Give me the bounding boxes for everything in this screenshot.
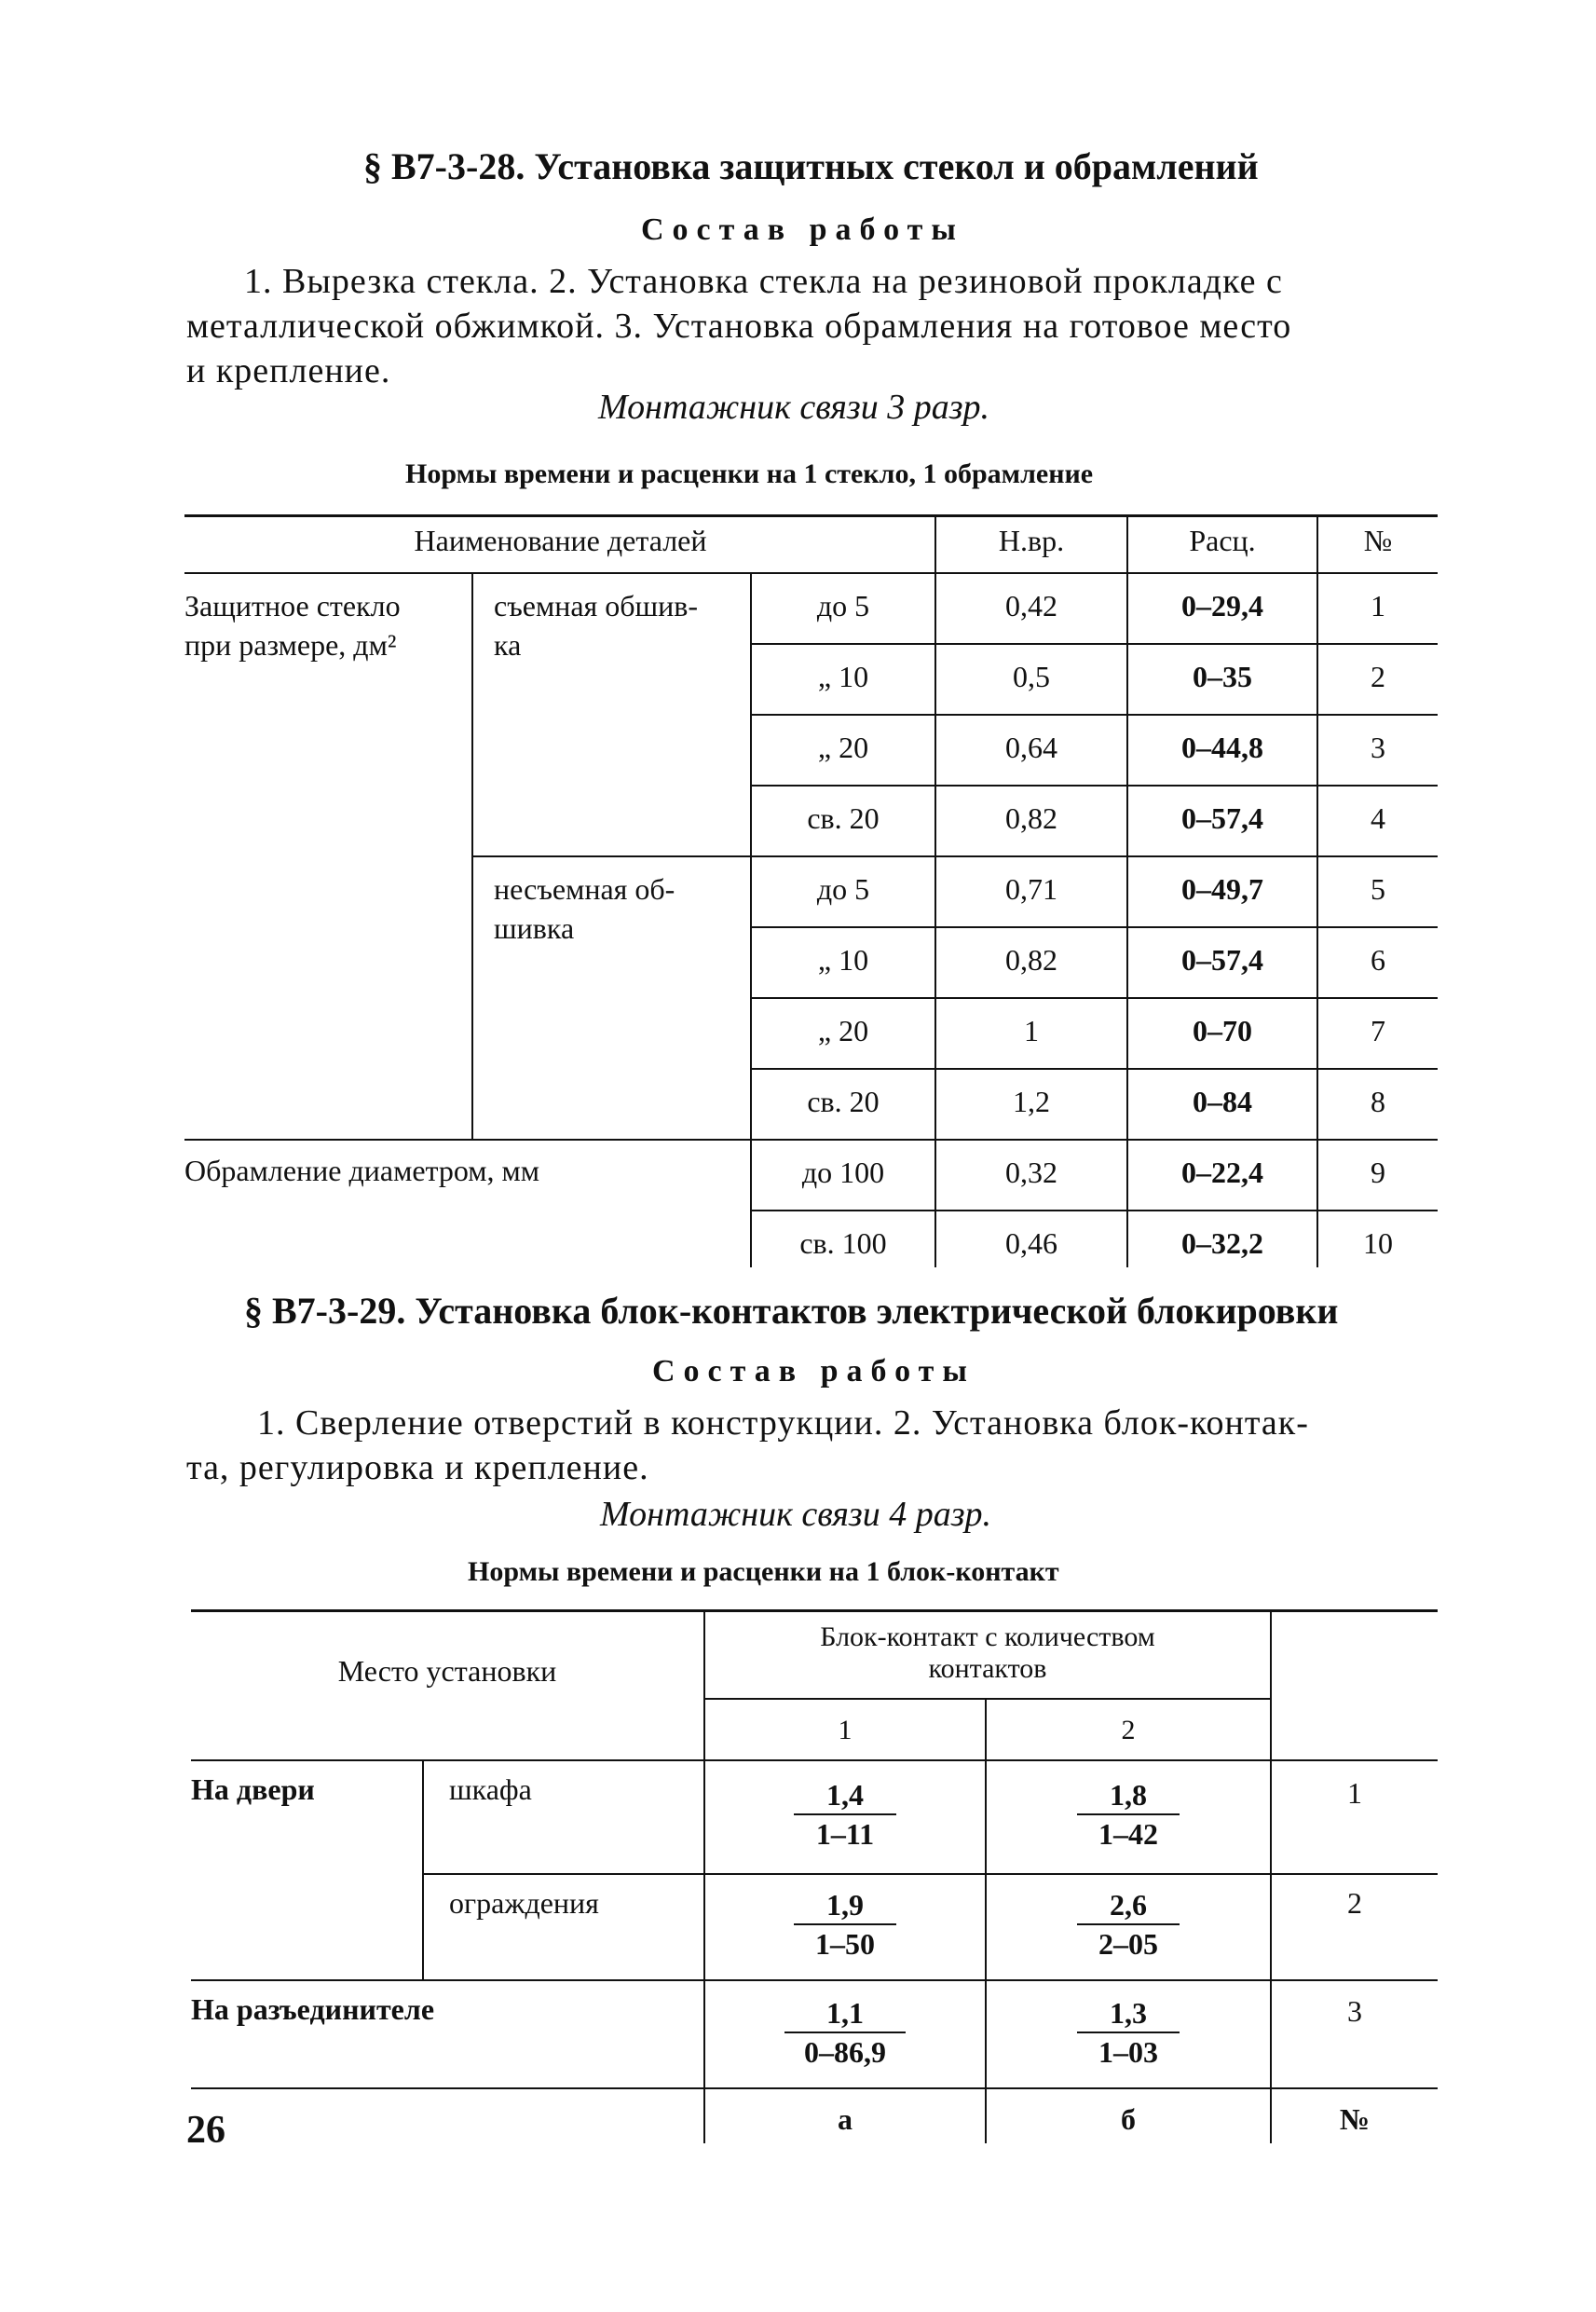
row-size: до 5 <box>816 589 870 622</box>
fraction-bottom: 2–05 <box>1098 1927 1158 1961</box>
section1-text-line3: и крепление. <box>186 351 391 390</box>
fraction-bottom: 1–42 <box>1098 1817 1158 1851</box>
row-rate: 0–57,4 <box>1181 943 1263 977</box>
fraction-bottom: 1–03 <box>1098 2035 1158 2069</box>
row-num: 3 <box>1347 1994 1362 2028</box>
row-num: 2 <box>1347 1886 1362 1920</box>
fraction-cell <box>705 1994 985 2071</box>
section1-text-line1: 1. Вырезка стекла. 2. Установка стекла на резиновой прокладке с <box>244 262 1283 301</box>
footer-col-num: № <box>1339 2102 1371 2136</box>
row-size: св. 20 <box>807 801 880 835</box>
sub2-line2: шивка <box>494 911 575 945</box>
fraction-top: 1,3 <box>1110 1996 1147 2030</box>
row-label: шкафа <box>449 1772 532 1806</box>
section2-composition-heading: Состав работы <box>652 1354 975 1389</box>
row-time: 0,42 <box>1005 589 1057 622</box>
table1-header-name: Наименование деталей <box>414 524 707 557</box>
fraction-cell <box>987 1886 1270 1963</box>
section1-title: § В7-3-28. Установка защитных стекол и обрамлений <box>363 145 1259 187</box>
fraction-cell <box>705 1886 985 1963</box>
row-label: ограждения <box>449 1886 599 1920</box>
row-num: 1 <box>1347 1776 1362 1810</box>
table2-col2: 2 <box>1121 1715 1136 1745</box>
row-rate: 0–49,7 <box>1181 872 1263 906</box>
group-label-line2: при размере, дм² <box>184 628 397 662</box>
row-num: 10 <box>1363 1226 1393 1260</box>
row-size: „ 20 <box>817 1014 869 1047</box>
row-time: 0,64 <box>1005 731 1057 764</box>
row-rate: 0–44,8 <box>1181 731 1263 764</box>
row-rate: 0–22,4 <box>1181 1156 1263 1189</box>
section1-table-caption: Нормы времени и расценки на 1 стекло, 1 обрамление <box>405 458 1094 489</box>
table1-header-time: Н.вр. <box>998 524 1065 557</box>
row-num: 1 <box>1371 589 1385 622</box>
row-size: св. 100 <box>799 1226 887 1260</box>
sub1-line2: ка <box>494 628 522 662</box>
row-num: 3 <box>1371 731 1385 764</box>
row-rate: 0–70 <box>1193 1014 1252 1047</box>
row-num: 9 <box>1371 1156 1385 1189</box>
fraction-top: 1,4 <box>826 1778 864 1812</box>
table2-col1: 1 <box>838 1715 853 1745</box>
row-rate: 0–32,2 <box>1181 1226 1263 1260</box>
row-time: 1,2 <box>1013 1085 1050 1118</box>
sub1-line1: съемная обшив- <box>494 589 699 622</box>
row-time: 0,71 <box>1005 872 1057 906</box>
door-label: На двери <box>191 1772 315 1806</box>
footer-col-a: а <box>838 2102 853 2136</box>
row-num: 8 <box>1371 1085 1385 1118</box>
fraction-top: 1,8 <box>1110 1778 1147 1812</box>
footer-col-b: б <box>1121 2102 1136 2136</box>
row-time: 0,82 <box>1005 801 1057 835</box>
row-size: до 100 <box>801 1156 885 1189</box>
fraction-top: 1,1 <box>826 1996 864 2030</box>
section2-text-line2: та, регулировка и крепление. <box>186 1448 649 1487</box>
fraction-cell <box>705 1776 985 1853</box>
sub2-line1: несъемная об- <box>494 872 675 906</box>
fraction-cell <box>987 1994 1270 2071</box>
row-time: 1 <box>1024 1014 1039 1047</box>
table1-header-num: № <box>1363 524 1393 557</box>
row-num: 4 <box>1371 801 1385 835</box>
row-time: 0,5 <box>1013 660 1050 693</box>
table1-header-rate: Расц. <box>1189 524 1256 557</box>
row-size: „ 10 <box>817 943 869 977</box>
section2-worker: Монтажник связи 4 разр. <box>600 1495 992 1534</box>
group-label-line1: Защитное стекло <box>184 589 401 622</box>
row-num: 7 <box>1371 1014 1385 1047</box>
fraction-cell <box>987 1776 1270 1853</box>
row-size: до 5 <box>816 872 870 906</box>
row-num: 5 <box>1371 872 1385 906</box>
section1-text-line2: металлической обжимкой. 3. Установка обрамления на готовое место <box>186 307 1292 346</box>
section1-composition-heading: Состав работы <box>641 212 964 247</box>
row-rate: 0–57,4 <box>1181 801 1263 835</box>
section2-table-caption: Нормы времени и расценки на 1 блок-контакт <box>468 1556 1059 1587</box>
frame-label: Обрамление диаметром, мм <box>184 1154 540 1187</box>
fraction-bottom: 1–11 <box>815 1817 875 1851</box>
row-rate: 0–29,4 <box>1181 589 1263 622</box>
row-time: 0,46 <box>1005 1226 1057 1260</box>
row-label: На разъединителе <box>191 1992 435 2026</box>
row-size: „ 20 <box>817 731 869 764</box>
table2-header-block-line1: Блок-контакт с количеством <box>820 1621 1155 1652</box>
fraction-top: 1,9 <box>826 1888 864 1922</box>
row-rate: 0–84 <box>1193 1085 1252 1118</box>
row-time: 0,82 <box>1005 943 1057 977</box>
table2-header-place: Место установки <box>337 1654 557 1688</box>
fraction-bottom: 0–86,9 <box>804 2035 886 2069</box>
section1-worker: Монтажник связи 3 разр. <box>598 388 990 427</box>
row-size: св. 20 <box>807 1085 880 1118</box>
fraction-bottom: 1–50 <box>815 1927 875 1961</box>
section2-title: § В7-3-29. Установка блок-контактов электрической блокировки <box>244 1290 1339 1332</box>
page-number: 26 <box>186 2109 225 2152</box>
section2-text-line1: 1. Сверление отверстий в конструкции. 2. Установка блок-контак- <box>257 1403 1309 1443</box>
row-size: „ 10 <box>817 660 869 693</box>
row-rate: 0–35 <box>1193 660 1252 693</box>
fraction-top: 2,6 <box>1110 1888 1147 1922</box>
row-time: 0,32 <box>1005 1156 1057 1189</box>
table2-header-block-line2: контактов <box>928 1653 1047 1684</box>
row-num: 2 <box>1371 660 1385 693</box>
row-num: 6 <box>1371 943 1385 977</box>
